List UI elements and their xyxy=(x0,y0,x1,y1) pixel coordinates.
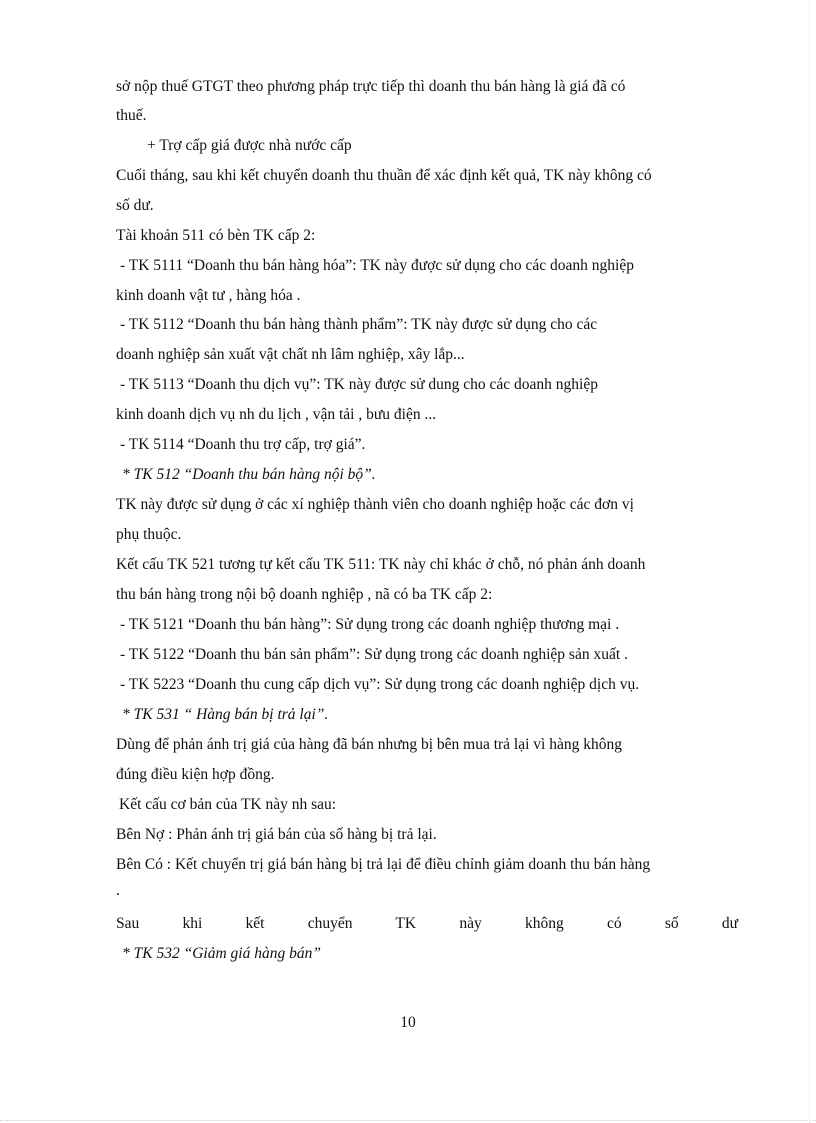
text-line: phụ thuộc. xyxy=(116,526,182,543)
text-line: TK này được sử dụng ở các xí nghiệp thành viên cho doanh nghiệp hoặc các đơn vị xyxy=(116,496,634,513)
text-line: Cuối tháng, sau khi kết chuyển doanh thu thuần để xác định kết quả, TK này không có xyxy=(116,167,652,184)
text-line: số dư. xyxy=(116,197,154,214)
text-line: - TK 5223 “Doanh thu cung cấp dịch vụ”: Sử dụng trong các doanh nghiệp dịch vụ. xyxy=(120,676,640,693)
text-line: kinh doanh dịch vụ nh du lịch , vận tải , bưu điện ... xyxy=(116,406,437,423)
text-line: Tài khoản 511 có bèn TK cấp 2: xyxy=(116,227,316,244)
text-line: - TK 5111 “Doanh thu bán hàng hóa”: TK này được sử dụng cho các doanh nghiệp xyxy=(120,257,634,274)
text-line: Bên Nợ : Phản ánh trị giá bán của số hàng bị trả lại. xyxy=(116,826,437,843)
text-line: + Trợ cấp giá được nhà nước cấp xyxy=(147,137,352,154)
text-line: thu bán hàng trong nội bộ doanh nghiệp , nã có ba TK cấp 2: xyxy=(116,586,493,603)
page-edge-divider xyxy=(809,0,810,1123)
text-line: - TK 5122 “Doanh thu bán sản phẩm”: Sử dụng trong các doanh nghiệp sản xuất . xyxy=(120,646,628,663)
text-line: doanh nghiệp sản xuất vật chất nh lâm nghiệp, xây lắp... xyxy=(116,346,465,363)
text-line: sở nộp thuế GTGT theo phương pháp trực tiếp thì doanh thu bán hàng là giá đã có xyxy=(116,78,626,95)
text-line: Sau khi kết chuyển TK này không có số dư xyxy=(116,915,738,932)
page-edge-divider xyxy=(0,1120,816,1121)
section-heading: * TK 512 “Doanh thu bán hàng nội bộ”. xyxy=(122,466,376,483)
text-line: đúng điều kiện hợp đồng. xyxy=(116,766,275,783)
section-heading: * TK 532 “Giảm giá hàng bán” xyxy=(122,945,321,962)
text-line: Dùng để phản ánh trị giá của hàng đã bán nhưng bị bên mua trả lại vì hàng không xyxy=(116,736,622,753)
text-line: kinh doanh vật tư , hàng hóa . xyxy=(116,287,301,304)
text-line: - TK 5113 “Doanh thu dịch vụ”: TK này được sử dung cho các doanh nghiệp xyxy=(120,376,598,393)
text-line: - TK 5114 “Doanh thu trợ cấp, trợ giá”. xyxy=(120,436,366,453)
page-number: 10 xyxy=(400,1014,416,1031)
text-line: . xyxy=(116,882,120,899)
section-heading: * TK 531 “ Hàng bán bị trả lại”. xyxy=(122,706,329,723)
text-line: - TK 5112 “Doanh thu bán hàng thành phẩm”: TK này được sử dụng cho các xyxy=(120,316,598,333)
text-line: Kết cấu TK 521 tương tự kết cấu TK 511: TK này chỉ khác ở chỗ, nó phản ánh doanh xyxy=(116,556,646,573)
text-line: thuế. xyxy=(116,107,147,124)
text-line: - TK 5121 “Doanh thu bán hàng”: Sử dụng trong các doanh nghiệp thương mại . xyxy=(120,616,620,633)
text-line: Kết cấu cơ bản của TK này nh sau: xyxy=(119,796,337,813)
text-line: Bên Có : Kết chuyển trị giá bán hàng bị trả lại để điều chỉnh giảm doanh thu bán hàng xyxy=(116,856,651,873)
